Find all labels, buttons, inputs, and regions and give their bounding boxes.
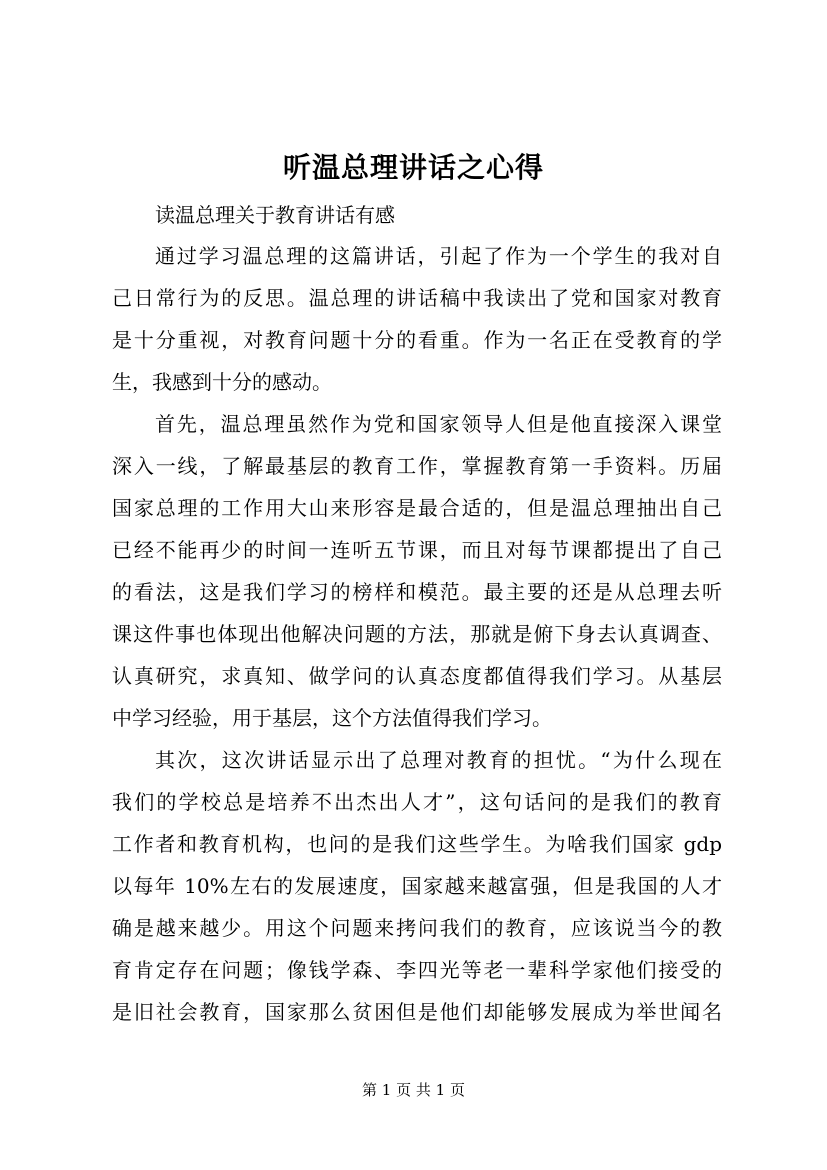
paragraph-line: 工作者和教育机构，也问的是我们这些学生。为啥我们国家 gdp (112, 832, 722, 856)
paragraph-line: 认真研究，求真知、做学问的认真态度都值得我们学习。从基层 (112, 664, 722, 688)
paragraph-line: 生，我感到十分的感动。 (112, 370, 332, 394)
paragraph-line: 己日常行为的反思。温总理的讲话稿中我读出了党和国家对教育 (112, 286, 722, 310)
paragraph-line: 首先，温总理虽然作为党和国家领导人但是他直接深入课堂 (155, 412, 722, 436)
paragraph-line: 是十分重视，对教育问题十分的看重。作为一名正在受教育的学 (112, 328, 722, 352)
paragraph-line: 是旧社会教育，国家那么贫困但是他们却能够发展成为举世闻名 (112, 1000, 722, 1024)
paragraph-line: 我们的学校总是培养不出杰出人才”，这句话问的是我们的教育 (112, 790, 722, 814)
paragraph-line: 课这件事也体现出他解决问题的方法，那就是俯下身去认真调查、 (112, 622, 722, 646)
paragraph-line: 通过学习温总理的这篇讲话，引起了作为一个学生的我对自 (155, 244, 722, 268)
document-title: 听温总理讲话之心得 (282, 151, 544, 184)
paragraph-line: 确是越来越少。用这个问题来拷问我们的教育，应该说当今的教 (112, 916, 722, 940)
document-subtitle: 读温总理关于教育讲话有感 (155, 203, 395, 227)
paragraph-line: 以每年 10%左右的发展速度，国家越来越富强，但是我国的人才 (112, 874, 722, 898)
page-number: 第 1 页 共 1 页 (362, 1081, 465, 1099)
paragraph-line: 已经不能再少的时间一连听五节课，而且对每节课都提出了自己 (112, 538, 722, 562)
paragraph-line: 的看法，这是我们学习的榜样和模范。最主要的还是从总理去听 (112, 580, 722, 604)
paragraph-line: 中学习经验，用于基层，这个方法值得我们学习。 (112, 706, 552, 730)
paragraph-line: 育肯定存在问题；像钱学森、李四光等老一辈科学家他们接受的 (112, 958, 722, 982)
paragraph-line: 深入一线，了解最基层的教育工作，掌握教育第一手资料。历届 (112, 454, 722, 478)
paragraph-line: 其次，这次讲话显示出了总理对教育的担忧。“为什么现在 (155, 748, 722, 772)
paragraph-line: 国家总理的工作用大山来形容是最合适的，但是温总理抽出自己 (112, 496, 722, 520)
